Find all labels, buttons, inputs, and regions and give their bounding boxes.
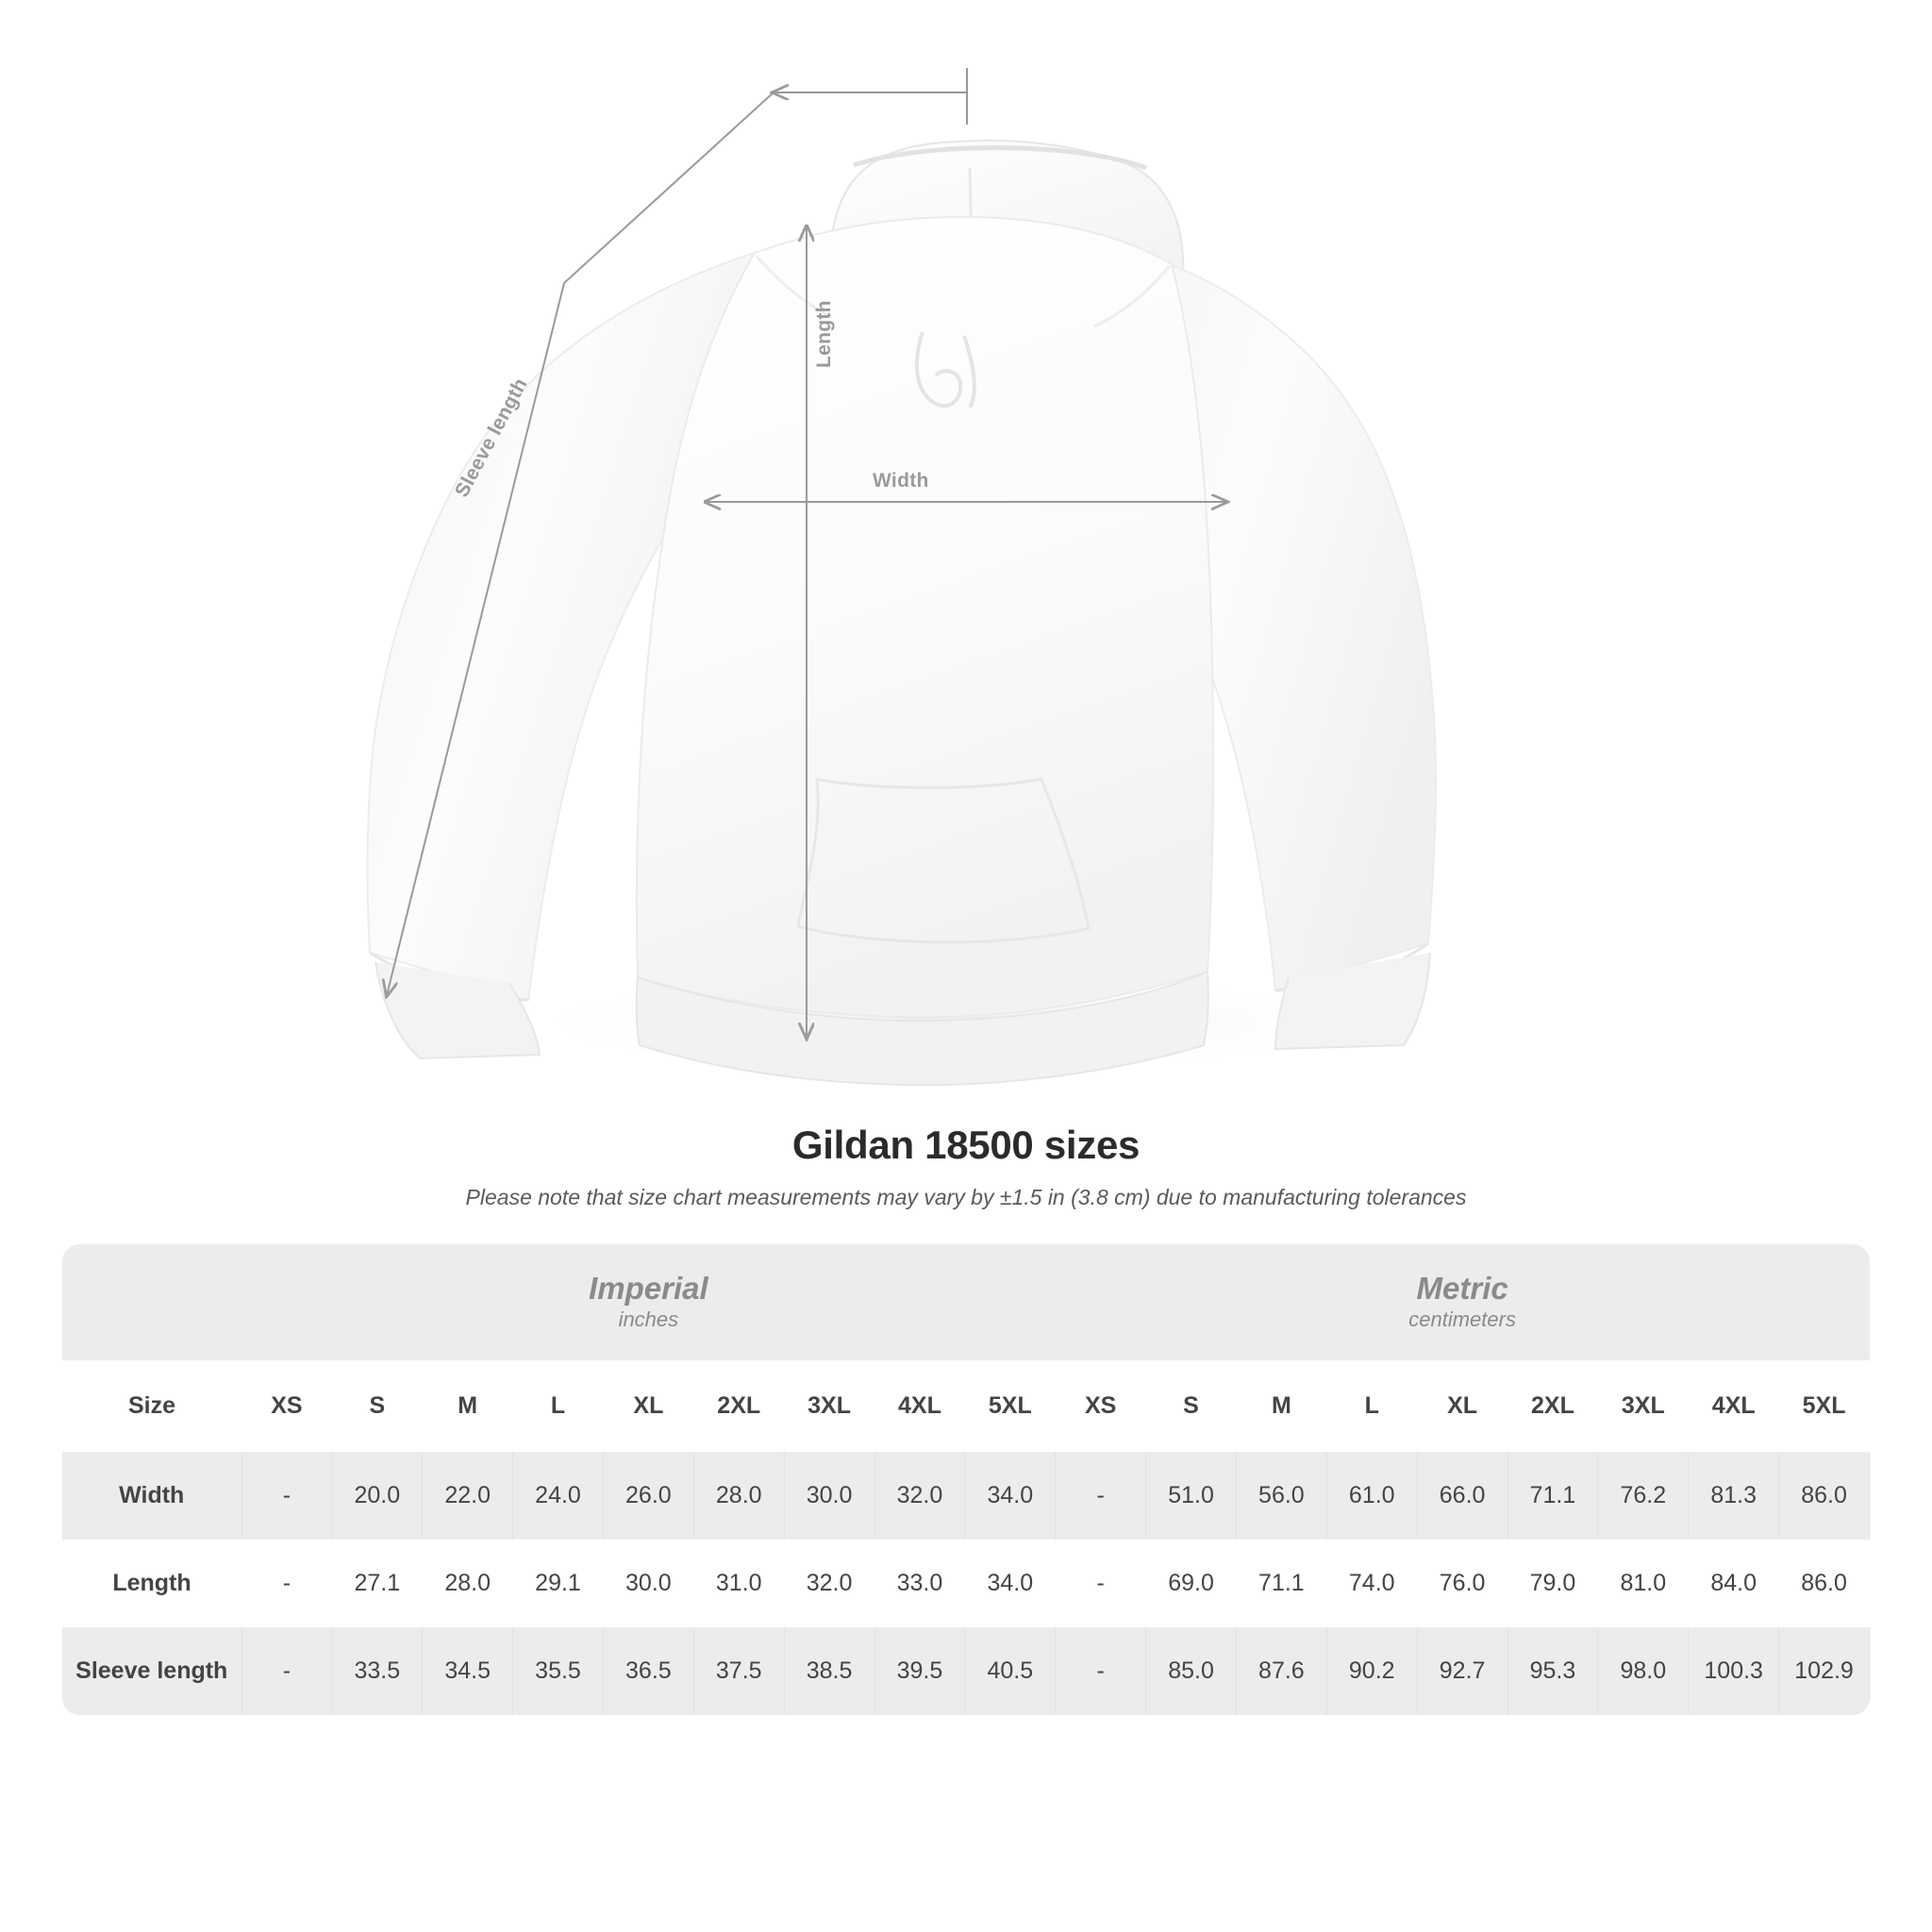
header-metric-5xl: 5XL [1779, 1360, 1870, 1452]
sleeve-metric-5xl: 102.9 [1779, 1627, 1870, 1715]
sleeve-metric-xs: - [1056, 1627, 1146, 1715]
length-imperial-xl: 30.0 [603, 1540, 693, 1627]
width-metric-xs: - [1056, 1452, 1146, 1540]
length-metric-4xl: 84.0 [1689, 1540, 1779, 1627]
width-imperial-l: 24.0 [513, 1452, 604, 1540]
unit-group-metric-sub: centimeters [1408, 1307, 1516, 1332]
unit-group-metric-name: Metric [1416, 1271, 1508, 1306]
sleeve-imperial-m: 34.5 [423, 1627, 513, 1715]
length-metric-3xl: 81.0 [1598, 1540, 1689, 1627]
width-imperial-xs: - [242, 1452, 332, 1540]
header-metric-s: S [1146, 1360, 1237, 1452]
width-imperial-m: 22.0 [423, 1452, 513, 1540]
size-table-container [62, 1244, 1870, 1715]
table-row [62, 1452, 1870, 1540]
sleeve-imperial-3xl: 38.5 [784, 1627, 874, 1715]
length-imperial-4xl: 33.0 [874, 1540, 965, 1627]
sleeve-metric-xl: 92.7 [1417, 1627, 1507, 1715]
header-imperial-s: S [332, 1360, 423, 1452]
title-block [0, 1123, 1932, 1210]
sleeve-metric-l: 90.2 [1326, 1627, 1417, 1715]
header-metric-xl: XL [1417, 1360, 1507, 1452]
width-metric-l: 61.0 [1326, 1452, 1417, 1540]
width-metric-4xl: 81.3 [1689, 1452, 1779, 1540]
length-imperial-m: 28.0 [423, 1540, 513, 1627]
sleeve-imperial-s: 33.5 [332, 1627, 423, 1715]
sleeve-imperial-xs: - [242, 1627, 332, 1715]
table-row [62, 1627, 1870, 1715]
unit-group-imperial-name: Imperial [589, 1271, 708, 1306]
table-row [62, 1540, 1870, 1627]
sleeve-metric-s: 85.0 [1146, 1627, 1237, 1715]
header-size: Size [62, 1360, 242, 1452]
width-metric-m: 56.0 [1236, 1452, 1326, 1540]
sleeve-imperial-5xl: 40.5 [965, 1627, 1056, 1715]
length-imperial-3xl: 32.0 [784, 1540, 874, 1627]
length-imperial-xs: - [242, 1540, 332, 1627]
length-metric-xl: 76.0 [1417, 1540, 1507, 1627]
header-metric-3xl: 3XL [1598, 1360, 1689, 1452]
header-imperial-5xl: 5XL [965, 1360, 1056, 1452]
header-imperial-4xl: 4XL [874, 1360, 965, 1452]
header-imperial-m: M [423, 1360, 513, 1452]
label-width: Width [873, 470, 929, 491]
width-imperial-s: 20.0 [332, 1452, 423, 1540]
sleeve-metric-m: 87.6 [1236, 1627, 1326, 1715]
length-imperial-2xl: 31.0 [693, 1540, 784, 1627]
length-imperial-l: 29.1 [513, 1540, 604, 1627]
width-metric-5xl: 86.0 [1779, 1452, 1870, 1540]
row-label-sleeve-length: Sleeve length [62, 1627, 242, 1715]
length-metric-5xl: 86.0 [1779, 1540, 1870, 1627]
length-imperial-s: 27.1 [332, 1540, 423, 1627]
width-metric-2xl: 71.1 [1507, 1452, 1598, 1540]
header-metric-4xl: 4XL [1689, 1360, 1779, 1452]
size-table [62, 1244, 1870, 1715]
length-metric-2xl: 79.0 [1507, 1540, 1598, 1627]
sleeve-metric-3xl: 98.0 [1598, 1627, 1689, 1715]
header-metric-2xl: 2XL [1507, 1360, 1598, 1452]
unit-spacer [62, 1244, 242, 1360]
row-label-length: Length [62, 1540, 242, 1627]
header-metric-m: M [1236, 1360, 1326, 1452]
width-imperial-3xl: 30.0 [784, 1452, 874, 1540]
sleeve-metric-4xl: 100.3 [1689, 1627, 1779, 1715]
width-imperial-2xl: 28.0 [693, 1452, 784, 1540]
unit-group-imperial-sub: inches [618, 1307, 679, 1332]
header-metric-xs: XS [1056, 1360, 1146, 1452]
width-imperial-5xl: 34.0 [965, 1452, 1056, 1540]
sleeve-imperial-l: 35.5 [513, 1627, 604, 1715]
width-metric-3xl: 76.2 [1598, 1452, 1689, 1540]
sleeve-imperial-xl: 36.5 [603, 1627, 693, 1715]
sleeve-imperial-2xl: 37.5 [693, 1627, 784, 1715]
tolerance-note: Please note that size chart measurements may vary by ±1.5 in (3.8 cm) due to manufacturing tolerances [465, 1185, 1467, 1209]
width-metric-xl: 66.0 [1417, 1452, 1507, 1540]
sleeve-imperial-4xl: 39.5 [874, 1627, 965, 1715]
width-metric-s: 51.0 [1146, 1452, 1237, 1540]
length-metric-l: 74.0 [1326, 1540, 1417, 1627]
header-imperial-xl: XL [603, 1360, 693, 1452]
header-metric-l: L [1326, 1360, 1417, 1452]
header-imperial-2xl: 2XL [693, 1360, 784, 1452]
length-metric-s: 69.0 [1146, 1540, 1237, 1627]
width-imperial-4xl: 32.0 [874, 1452, 965, 1540]
header-imperial-3xl: 3XL [784, 1360, 874, 1452]
length-metric-xs: - [1056, 1540, 1146, 1627]
header-imperial-l: L [513, 1360, 604, 1452]
label-length: Length [813, 300, 835, 368]
length-imperial-5xl: 34.0 [965, 1540, 1056, 1627]
size-header-row [62, 1360, 1870, 1452]
row-label-width: Width [62, 1452, 242, 1540]
length-metric-m: 71.1 [1236, 1540, 1326, 1627]
sleeve-metric-2xl: 95.3 [1507, 1627, 1598, 1715]
page-title: Gildan 18500 sizes [791, 1123, 1141, 1167]
label-sleeve-length: Sleeve length [451, 375, 532, 501]
width-imperial-xl: 26.0 [603, 1452, 693, 1540]
header-imperial-xs: XS [242, 1360, 332, 1452]
unit-group-row [62, 1244, 1870, 1360]
unit-group-imperial [242, 1244, 1056, 1360]
unit-group-metric [1056, 1244, 1870, 1360]
